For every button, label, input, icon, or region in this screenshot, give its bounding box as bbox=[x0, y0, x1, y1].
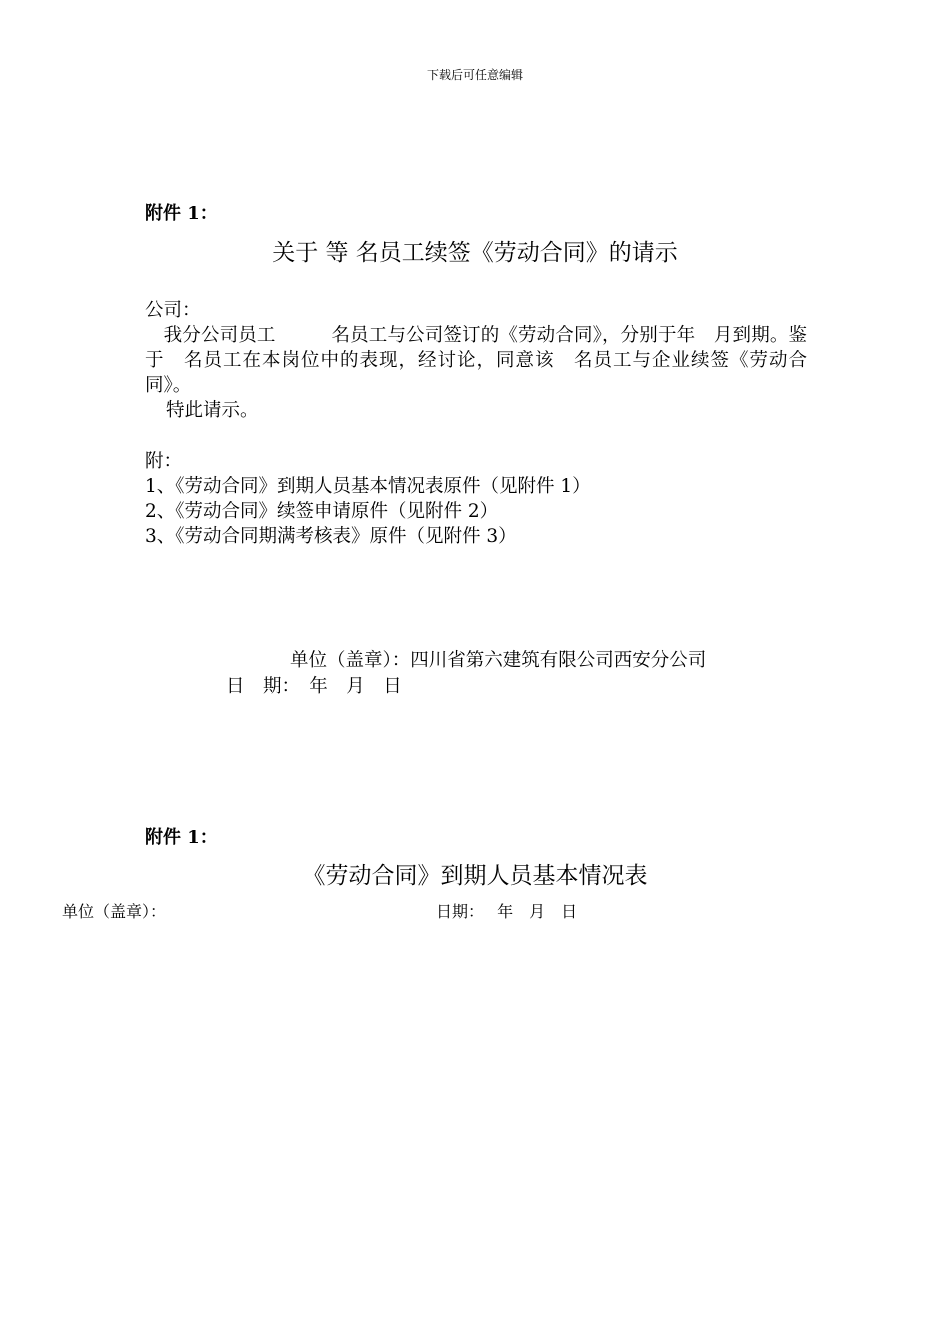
attachment-label: 附件 1： bbox=[145, 203, 218, 224]
letter-title: 关于 等 名员工续签《劳动合同》的请示 bbox=[272, 240, 678, 266]
closing: 特此请示。 bbox=[166, 400, 259, 421]
appendix-item: 2、《劳动合同》续签申请原件（见附件 2） bbox=[145, 501, 499, 522]
appendix-item: 1、《劳动合同》到期人员基本情况表原件（见附件 1） bbox=[145, 476, 591, 497]
appendix-item: 3、《劳动合同期满考核表》原件（见附件 3） bbox=[145, 526, 517, 547]
attachment-label: 附件 1： bbox=[145, 827, 218, 848]
salutation: 公司： bbox=[145, 300, 201, 321]
page-header-note: 下载后可任意编辑 bbox=[426, 68, 523, 82]
letter-paragraph: 我分公司员工 名员工与公司签订的《劳动合同》，分别于年 月到期。鉴于 名员工在本岗位中的表现，经讨论，同意该 名员工与企业续签《劳动合同》。 bbox=[145, 325, 807, 396]
appendix-label: 附： bbox=[145, 451, 183, 472]
date-line: 日 期： 年 月 日 bbox=[226, 676, 402, 697]
table-title: 《劳动合同》到期人员基本情况表 bbox=[302, 863, 648, 889]
unit-stamp-line: 单位（盖章）：四川省第六建筑有限公司西安分公司 bbox=[290, 650, 707, 671]
unit-stamp-label: 单位（盖章）： bbox=[62, 902, 167, 921]
date-label: 日期： 年 月 日 bbox=[436, 902, 578, 921]
